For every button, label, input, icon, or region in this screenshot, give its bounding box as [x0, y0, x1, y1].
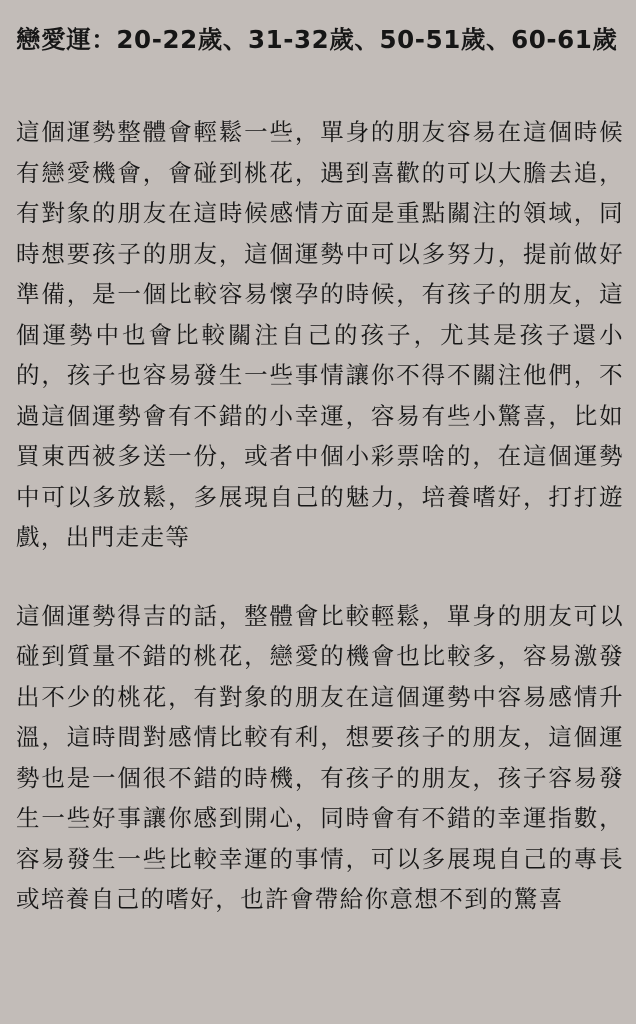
love-fortune-heading: 戀愛運：20-22歲、31-32歲、50-51歲、60-61歲 — [16, 25, 618, 54]
paragraph-general-fortune: 這個運勢整體會輕鬆一些，單身的朋友容易在這個時候有戀愛機會，會碰到桃花，遇到喜歡的可以大膽去追，有對象的朋友在這時候感情方面是重點關注的領域，同時想要孩子的朋友，這個運勢中可以多努力，提前做好準備，是一個比較容易懷孕的時候，有孩子的朋友，這個運勢中也會比較關注自己的孩子，尤其是孩子還小的，孩子也容易發生一些事情讓你不得不關注他們，不過這個運勢會有不錯的小幸運，容易有些小驚喜，比如買東西被多送一份，或者中個小彩票啥的，在這個運勢中可以多放鬆，多展現自己的魅力，培養嗜好，打打遊戲，出門走走等 — [16, 118, 624, 551]
paragraph-auspicious-fortune: 這個運勢得吉的話，整體會比較輕鬆，單身的朋友可以碰到質量不錯的桃花，戀愛的機會也比較多，容易激發出不少的桃花，有對象的朋友在這個運勢中容易感情升溫，這時間對感情比較有利，想要孩子的朋友，這個運勢也是一個很不錯的時機，有孩子的朋友，孩子容易發生一些好事讓你感到開心，同時會有不錯的幸運指數，容易發生一些比較幸運的事情，可以多展現自己的專長或培養自己的嗜好，也許會帶給你意想不到的驚喜 — [16, 601, 624, 913]
